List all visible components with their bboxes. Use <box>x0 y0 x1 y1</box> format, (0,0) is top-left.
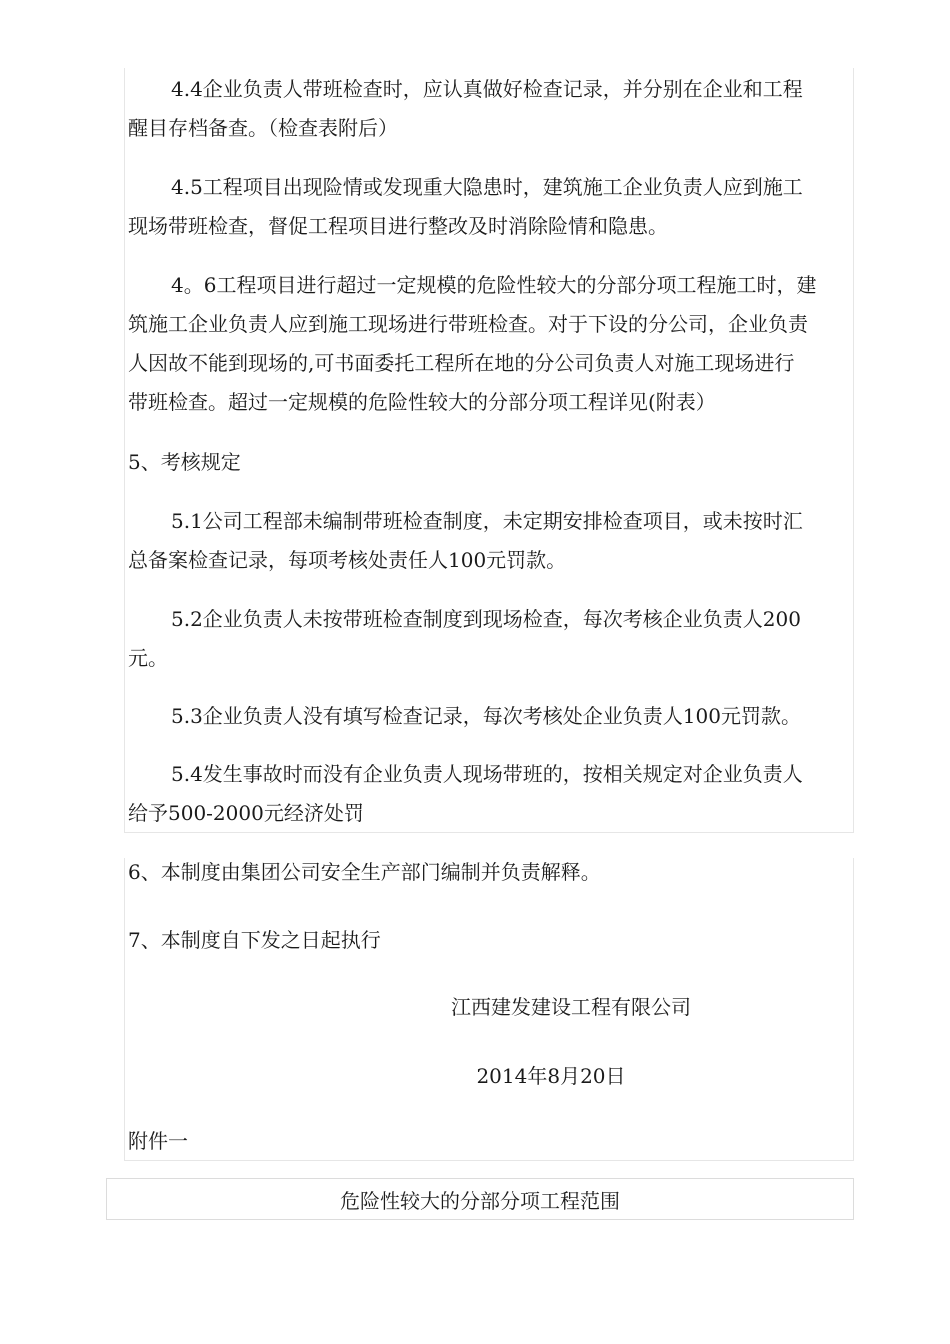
paragraph-line: 7、本制度自下发之日起执行 <box>128 928 381 952</box>
attachment-label: 附件一 <box>128 1129 188 1153</box>
paragraph-4-4 <box>128 70 888 148</box>
paragraph-line: 5、考核规定 <box>128 450 241 474</box>
signature-date: 2014年8月20日 <box>476 1064 626 1088</box>
table-title-cell <box>106 1178 854 1220</box>
section-7 <box>128 921 888 960</box>
paragraph-line: 现场带班检查，督促工程项目进行整改及时消除险情和隐患。 <box>128 214 668 238</box>
paragraph-4-6 <box>128 266 888 422</box>
paragraph-5-4 <box>128 755 888 833</box>
paragraph-line: 4.4企业负责人带班检查时，应认真做好检查记录，并分别在企业和工程 <box>171 77 803 101</box>
paragraph-line: 人因故不能到现场的,可书面委托工程所在地的分公司负责人对施工现场进行 <box>128 351 795 375</box>
table-title: 危险性较大的分部分项工程范围 <box>340 1188 620 1213</box>
signature-company: 江西建发建设工程有限公司 <box>451 995 691 1019</box>
paragraph-5-1 <box>128 502 888 580</box>
paragraph-line: 总备案检查记录，每项考核处责任人100元罚款。 <box>128 548 567 572</box>
paragraph-line: 6、本制度由集团公司安全生产部门编制并负责解释。 <box>128 860 601 884</box>
paragraph-line: 5.4发生事故时而没有企业负责人现场带班的，按相关规定对企业负责人 <box>171 762 803 786</box>
paragraph-line: 5.1公司工程部未编制带班检查制度，未定期安排检查项目，或未按时汇 <box>171 509 803 533</box>
paragraph-line: 5.2企业负责人未按带班检查制度到现场检查，每次考核企业负责人200 <box>171 607 801 631</box>
paragraph-line: 给予500-2000元经济处罚 <box>128 801 364 825</box>
paragraph-line: 元。 <box>128 646 168 670</box>
paragraph-5-2 <box>128 600 888 678</box>
paragraph-line: 带班检查。超过一定规模的危险性较大的分部分项工程详见(附表） <box>128 390 716 414</box>
paragraph-line: 5.3企业负责人没有填写检查记录，每次考核处企业负责人100元罚款。 <box>171 704 801 728</box>
section-heading-5 <box>128 443 888 482</box>
paragraph-4-5 <box>128 168 888 246</box>
paragraph-line: 筑施工企业负责人应到施工现场进行带班检查。对于下设的分公司，企业负责 <box>128 312 808 336</box>
section-6 <box>128 853 888 892</box>
paragraph-line: 醒目存档备查。（检查表附后） <box>128 116 398 140</box>
paragraph-5-3 <box>128 697 888 736</box>
paragraph-line: 4。6工程项目进行超过一定规模的危险性较大的分部分项工程施工时，建 <box>171 273 817 297</box>
paragraph-line: 4.5工程项目出现险情或发现重大隐患时，建筑施工企业负责人应到施工 <box>171 175 803 199</box>
